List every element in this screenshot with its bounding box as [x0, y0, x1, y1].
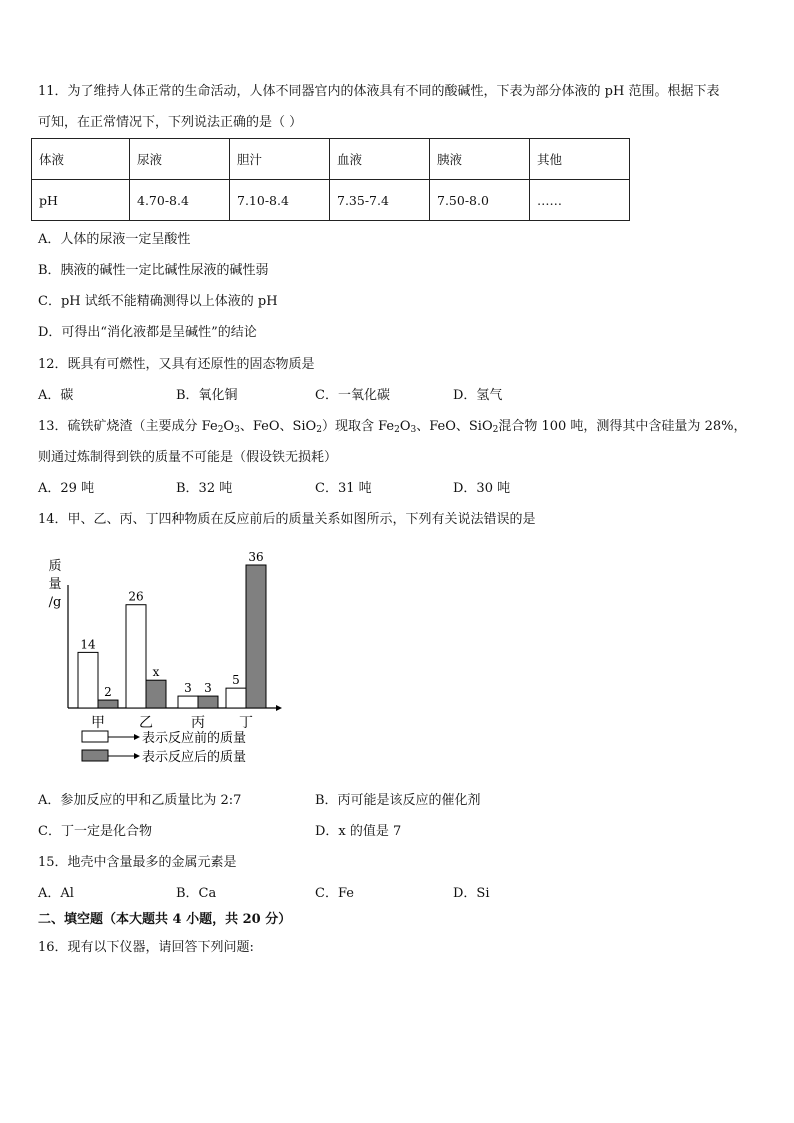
q13-stem-line2: 则通过炼制得到铁的质量不可能是（假设铁无损耗） [38, 450, 338, 465]
bar-after [98, 700, 118, 708]
ph-table-cell: pH [32, 180, 130, 221]
q11-option-c[interactable]: C．pH 试纸不能精确测得以上体液的 pH [38, 294, 278, 309]
mass-bar-chart [38, 545, 298, 780]
bar-value-label: 26 [128, 589, 144, 604]
ph-table-value-row [32, 180, 630, 221]
ph-table-cell: 7.35-7.4 [330, 180, 430, 221]
legend-swatch [82, 731, 108, 742]
x-tick-label: 甲 [91, 715, 105, 731]
ph-table-cell: 7.10-8.4 [230, 180, 330, 221]
q12-stem: 12．既具有可燃性，又具有还原性的固态物质是 [38, 357, 315, 372]
bar-value-label: x [152, 665, 160, 680]
y-axis-label [48, 559, 61, 610]
x-axis-arrow [276, 705, 282, 711]
y-label-char: /g [48, 595, 62, 610]
q16-stem: 16．现有以下仪器，请回答下列问题: [38, 940, 254, 955]
legend-arrow-head [134, 753, 140, 759]
bar-before [78, 652, 98, 708]
q13-option-c[interactable]: C．31 吨 [315, 481, 372, 496]
q13-option-a[interactable]: A．29 吨 [38, 481, 95, 496]
ph-table-header-cell: 尿液 [130, 139, 230, 180]
bar-value-label: 5 [232, 673, 240, 688]
legend-label: 表示反应前的质量 [142, 731, 247, 746]
ph-table-header-row [32, 139, 630, 180]
q14-option-a[interactable]: A．参加反应的甲和乙质量比为 2:7 [38, 793, 242, 808]
q15-option-a[interactable]: A．Al [38, 886, 74, 901]
x-tick-label: 丙 [191, 715, 205, 731]
y-label-char: 量 [48, 577, 62, 592]
q15-option-c[interactable]: C．Fe [315, 886, 354, 901]
bar-before [126, 605, 146, 708]
q11-stem-line1: 11．为了维持人体正常的生命活动，人体不同器官内的体液具有不同的酸碱性，下表为部分体液的 pH 范围。根据下表 [38, 84, 720, 99]
q14-option-d[interactable]: D．x 的值是 7 [315, 824, 402, 839]
q12-option-a[interactable]: A．碳 [38, 388, 74, 403]
q11-stem-line2: 可知，在正常情况下，下列说法正确的是（ ） [38, 115, 303, 130]
q12-option-b[interactable]: B．氧化铜 [176, 388, 238, 403]
ph-table-header-cell: 血液 [330, 139, 430, 180]
ph-table-header-cell: 其他 [530, 139, 630, 180]
q12-option-d[interactable]: D．氢气 [453, 388, 503, 403]
legend-swatch [82, 750, 108, 761]
q13-option-b[interactable]: B．32 吨 [176, 481, 233, 496]
q15-stem: 15．地壳中含量最多的金属元素是 [38, 855, 237, 870]
bar-value-label: 3 [184, 681, 192, 696]
legend-arrow-head [134, 734, 140, 740]
bar-before [178, 696, 198, 708]
ph-table-header-cell: 体液 [32, 139, 130, 180]
q14-stem: 14．甲、乙、丙、丁四种物质在反应前后的质量关系如图所示，下列有关说法错误的是 [38, 512, 536, 527]
q13-stem-line1: 13．硫铁矿烧渣（主要成分 $Fe_2O_3$、FeO、SiO$_2$）现取含 $Fe_2O_3$、FeO、SiO$_2$混合物 100 吨，测得其中含硅量为 28%， [38, 419, 747, 435]
section-title: 二、填空题（本大题共 4 小题，共 20 分） [38, 912, 292, 927]
q13-option-d[interactable]: D．30 吨 [453, 481, 511, 496]
ph-table-cell: 7.50-8.0 [430, 180, 530, 221]
bar-value-label: 14 [80, 637, 96, 652]
bar-value-label: 3 [204, 681, 212, 696]
ph-table-header-cell: 胰液 [430, 139, 530, 180]
ph-table-header-cell: 胆汁 [230, 139, 330, 180]
q11-option-a[interactable]: A．人体的尿液一定呈酸性 [38, 232, 191, 247]
bar-value-label: 2 [104, 685, 112, 700]
q14-option-b[interactable]: B．丙可能是该反应的催化剂 [315, 793, 481, 808]
ph-table [31, 138, 630, 221]
x-tick-label: 乙 [139, 715, 153, 731]
y-label-char: 质 [48, 559, 62, 574]
bar-after [146, 680, 166, 708]
q15-option-d[interactable]: D．Si [453, 886, 490, 901]
q14-option-c[interactable]: C．丁一定是化合物 [38, 824, 152, 839]
bar-value-label: 36 [248, 550, 264, 564]
q12-option-c[interactable]: C．一氧化碳 [315, 388, 390, 403]
x-tick-label: 丁 [239, 715, 253, 731]
bar-after [246, 565, 266, 708]
q11-option-b[interactable]: B．胰液的碱性一定比碱性尿液的碱性弱 [38, 263, 269, 278]
ph-table-cell: …… [530, 180, 630, 221]
bar-before [226, 688, 246, 708]
legend-label: 表示反应后的质量 [142, 750, 247, 765]
q11-option-d[interactable]: D．可得出“消化液都是呈碱性”的结论 [38, 325, 257, 340]
ph-table-cell: 4.70-8.4 [130, 180, 230, 221]
bar-after [198, 696, 218, 708]
q15-option-b[interactable]: B．Ca [176, 886, 217, 901]
